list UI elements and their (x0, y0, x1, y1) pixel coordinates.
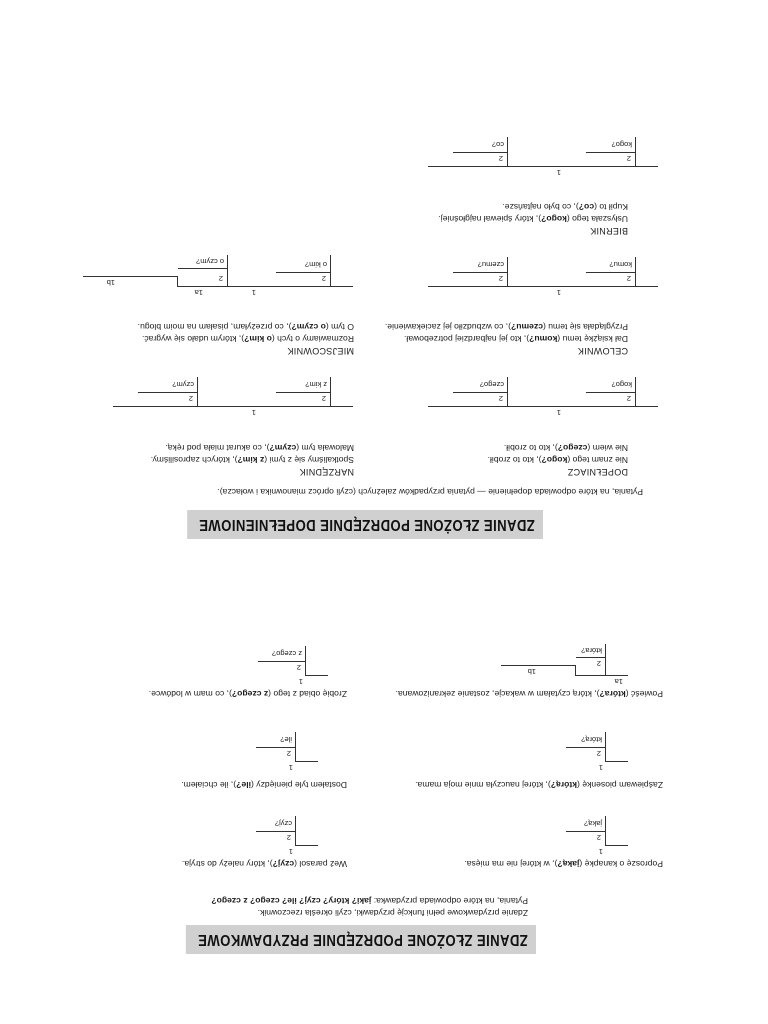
diagram-jaka (558, 816, 628, 856)
przydawkowe-example-1: Poproszę o kanapkę (jaką?), w której nie ma mięsa. (464, 859, 663, 869)
diagram-narzednik: 1 2 z kim? 2 czym? (113, 377, 353, 417)
section2-title: ZDANIE ZŁOŻONE PODRZĘDNIE DOPEŁNIENIOWE (198, 516, 535, 533)
intro-questions: jaki? który? czyj? ile? czego? z czego? (211, 896, 372, 906)
miejscownik-line2: O tym (o czym?), co przeżyłam, pisałam na moim blogu. (137, 322, 354, 332)
diagram-ktora-split: 1a 1b 2 która? (498, 644, 628, 686)
narzednik-line1: Spotkaliśmy się z tymi (z kim?), których zaprosiliśmy. (150, 455, 354, 465)
section1-title: ZDANIE ZŁOŻONE PODRZĘDNIE PRZYDAWKOWE (197, 931, 528, 948)
diagram-label-2: 2 (596, 833, 601, 842)
section1-title-banner (186, 925, 536, 954)
przydawkowe-example-6: Zrobię obiad z tego (z czego?), co mam w lodówce. (148, 689, 347, 699)
section2-intro: Pytania, na które odpowiada dopełnienie — pytania przypadków zależnych (czyli oprócz mianownika i wołacza). (217, 487, 643, 497)
diagram-z-czego: 1 2 z czego? (248, 644, 328, 686)
biernik-line1: Usłyszała tego (kogo?), który śpiewał najgłośniej. (438, 214, 628, 224)
celownik-line2: Przyglądała się temu (czemu?), co wzbudziło jej zaciekawienie. (384, 322, 628, 332)
przydawkowe-example-4: Dostałem tyle pieniędzy (ile?), ile chciałem. (181, 780, 347, 790)
intro-text: Pytania, na które odpowiada przydawka: (371, 896, 528, 906)
diagram-ktora: 1 2 którą? (558, 732, 628, 772)
diagram-ile: 1 2 ile? (248, 732, 318, 772)
diagram-miejscownik: 1 2 o kim? 1a 1b 2 o czym? (83, 255, 353, 297)
diagram-label-1: 1 (598, 847, 603, 856)
narzednik-line2: Malowała tym (czym?), co akurat miała pod ręką. (165, 443, 354, 453)
diagram-biernik: 1 2 kogo? 2 co? (428, 137, 658, 177)
miejscownik-line1: Rozmawiamy o tych (o kim?), którym udało się wygrać. (141, 334, 354, 344)
przydawkowe-example-3: Zaśpiewam piosenkę (którą?), której nauczyła mnie moja mama. (415, 780, 663, 790)
case-header-celownik: CELOWNIK (577, 346, 628, 356)
case-header-miejscownik: MIEJSCOWNIK (287, 346, 354, 356)
case-header-biernik: BIERNIK (589, 226, 628, 236)
section2-title-banner (187, 510, 543, 539)
section1-intro-line2 (211, 895, 528, 907)
diagram-dopelniacz: 1 2 kogo? 2 czego? (428, 377, 658, 417)
dopelniacz-line1: Nie znam tego (kogo?), kto to zrobił. (487, 455, 628, 465)
diagram-line (566, 831, 606, 832)
diagram-czyj: 1 2 czyj? (248, 816, 318, 856)
celownik-line1: Dał książkę temu (komu?), kto jej najbardziej potrzebował. (403, 334, 628, 344)
przydawkowe-example-5: Powieść (która?), którą czytałam w wakacje, zostanie zekranizowana. (395, 689, 663, 699)
diagram-celownik: 1 2 komu? 2 czemu? (428, 257, 658, 297)
dopelniacz-line2: Nie wiem (czego?), kto to zrobił. (503, 443, 628, 453)
case-header-narzednik: NARZĘDNIK (299, 467, 354, 477)
biernik-line2: Kupił to (co?), co było najtańsze. (502, 202, 628, 212)
case-header-dopelniacz: DOPEŁNIACZ (567, 467, 628, 477)
diagram-line (606, 845, 628, 846)
przydawkowe-example-2: Weź parasol (czyj?), który należy do stryja. (181, 859, 347, 869)
section1-intro-line1: Zdanie przydawkowe pełni funkcję przydawki, czyli określa rzeczownik. (257, 908, 528, 918)
diagram-question: jaką? (584, 819, 602, 828)
